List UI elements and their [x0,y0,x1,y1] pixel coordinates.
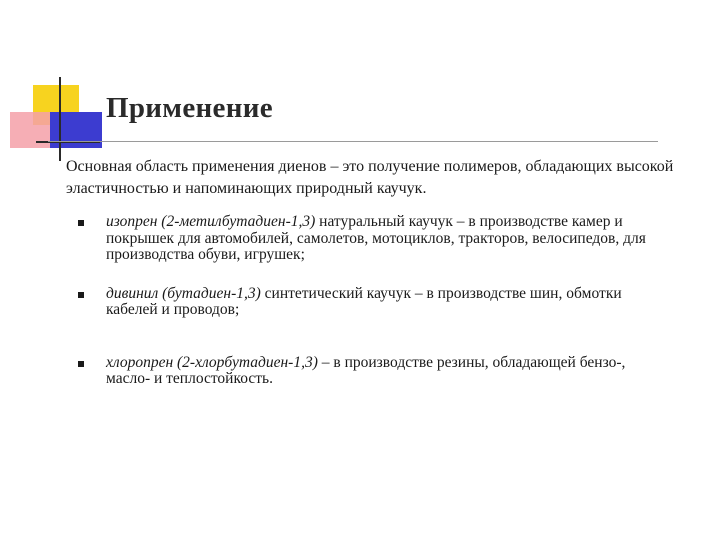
item-text: – в производстве резины, обладающей бензо-, масло- и теплостойкость. [106,353,626,387]
square-bullet-icon [78,292,84,298]
title-underline [48,141,658,142]
item-term: хлоропрен (2-хлорбутадиен-1,3) [106,353,318,371]
list-item [78,214,668,264]
bullet-list [78,214,668,388]
item-text: натуральный каучук – в производстве камер и покрышек для автомобилей, самолетов, мотоциклов, тракторов, велосипедов, для производства обуви, игрушек; [106,213,646,263]
item-term: дивинил (бутадиен-1,3) [106,284,261,302]
decor-vertical-line [59,77,61,161]
item-term: изопрен (2-метилбутадиен-1,3) [106,213,316,230]
list-item [78,286,668,319]
intro-text: Основная область применения диенов – это получение полимеров, обладающих высокой эластичностью и напоминающих природный каучук. [66,158,674,197]
square-bullet-icon [78,220,84,226]
item-text: синтетический каучук – в производстве шин, обмотки кабелей и проводов; [106,284,622,318]
list-item [78,355,668,388]
square-bullet-icon [78,361,84,367]
slide-title: Применение [106,92,273,124]
